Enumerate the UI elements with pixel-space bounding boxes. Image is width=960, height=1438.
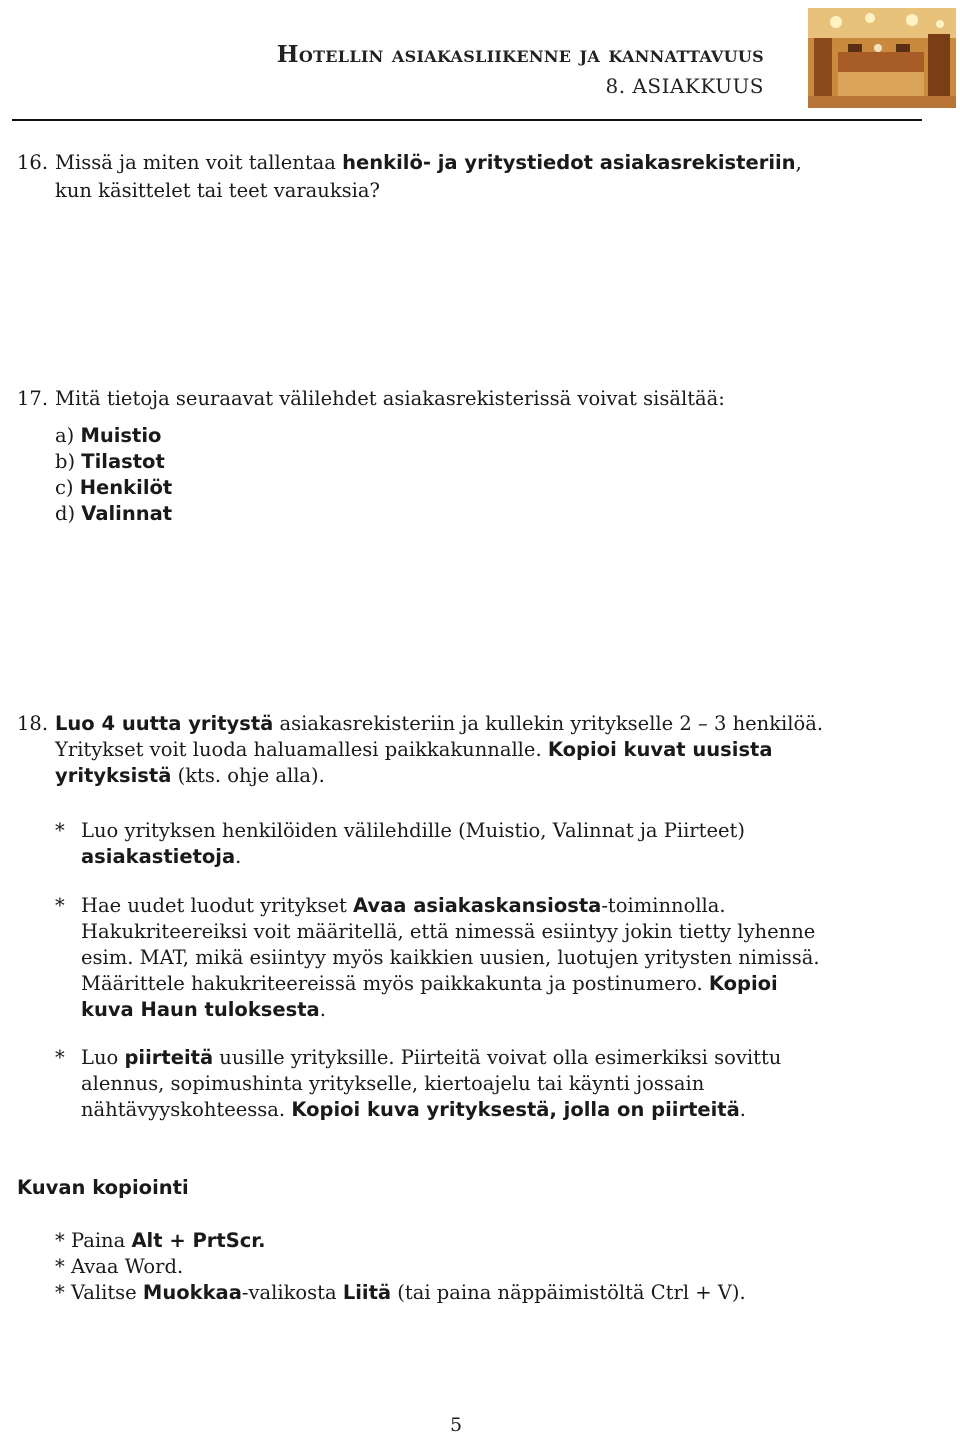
question-18-number: 18. xyxy=(17,712,49,735)
header-rule xyxy=(12,119,922,121)
question-17-line-1: Mitä tietoja seuraavat välilehdet asiakasrekisterissä voivat sisältää: xyxy=(55,387,725,410)
bullet-1-line-2: asiakastietoja. xyxy=(81,845,242,868)
bullet-2-line-2: Hakukriteereiksi voit määritellä, että nimessä esiintyy jokin tietty lyhenne xyxy=(81,920,816,943)
bullet-3-line-2: alennus, sopimushinta yritykselle, kiertoajelu tai käynti jossain xyxy=(81,1072,705,1095)
bullet-star: * xyxy=(55,1046,65,1069)
bullet-3-line-1: Luo piirteitä uusille yrityksille. Piirteitä voivat olla esimerkiksi sovittu xyxy=(81,1046,782,1069)
hotel-lobby-photo xyxy=(808,8,956,108)
question-17-number: 17. xyxy=(17,387,49,410)
question-16-line-2: kun käsittelet tai teet varauksia? xyxy=(55,179,380,202)
list-item: c) Henkilöt xyxy=(55,476,173,499)
instruction-1: * Paina Alt + PrtScr. xyxy=(55,1229,266,1252)
bullet-3-line-3: nähtävyyskohteessa. Kopioi kuva yrityksestä, jolla on piirteitä. xyxy=(81,1098,746,1121)
bullet-2-line-3: esim. MAT, mikä esiintyy myös kaikkien uusien, luotujen yritysten nimissä. xyxy=(81,946,820,969)
bullet-star: * xyxy=(55,894,65,917)
page-number: 5 xyxy=(449,1414,463,1436)
instruction-2: * Avaa Word. xyxy=(55,1255,184,1278)
question-number: 16. xyxy=(17,151,49,174)
list-item: d) Valinnat xyxy=(55,502,173,525)
bullet-2-line-5: kuva Haun tuloksesta. xyxy=(81,998,326,1021)
bullet-star: * xyxy=(55,819,65,842)
section-heading: Kuvan kopiointi xyxy=(17,1176,189,1199)
question-18-line-1: Luo 4 uutta yritystä asiakasrekisteriin ja kullekin yritykselle 2 – 3 henkilöä. xyxy=(55,712,824,735)
list-item: b) Tilastot xyxy=(55,450,165,473)
instruction-3: * Valitse Muokkaa-valikosta Liitä (tai paina näppäimistöltä Ctrl + V). xyxy=(55,1281,746,1304)
bullet-1-line-1: Luo yrityksen henkilöiden välilehdille (Muistio, Valinnat ja Piirteet) xyxy=(81,819,745,842)
chapter-subtitle: 8. ASIAKKUUS xyxy=(605,74,764,98)
question-18-line-2: Yritykset voit luoda haluamallesi paikkakunnalle. Kopioi kuvat uusista xyxy=(55,738,773,761)
question-16-line-1: Missä ja miten voit tallentaa henkilö- ja yritystiedot asiakasrekisteriin, xyxy=(55,151,802,174)
question-18-line-3: yrityksistä (kts. ohje alla). xyxy=(55,764,325,787)
bullet-2-line-4: Määrittele hakukriteereissä myös paikkakunta ja postinumero. Kopioi xyxy=(81,972,778,995)
list-item: a) Muistio xyxy=(55,424,162,447)
document-title: Hotellin asiakasliikenne ja kannattavuus xyxy=(276,41,764,68)
question-16 xyxy=(17,150,48,176)
bullet-2-line-1: Hae uudet luodut yritykset Avaa asiakaskansiosta-toiminnolla. xyxy=(81,894,726,917)
